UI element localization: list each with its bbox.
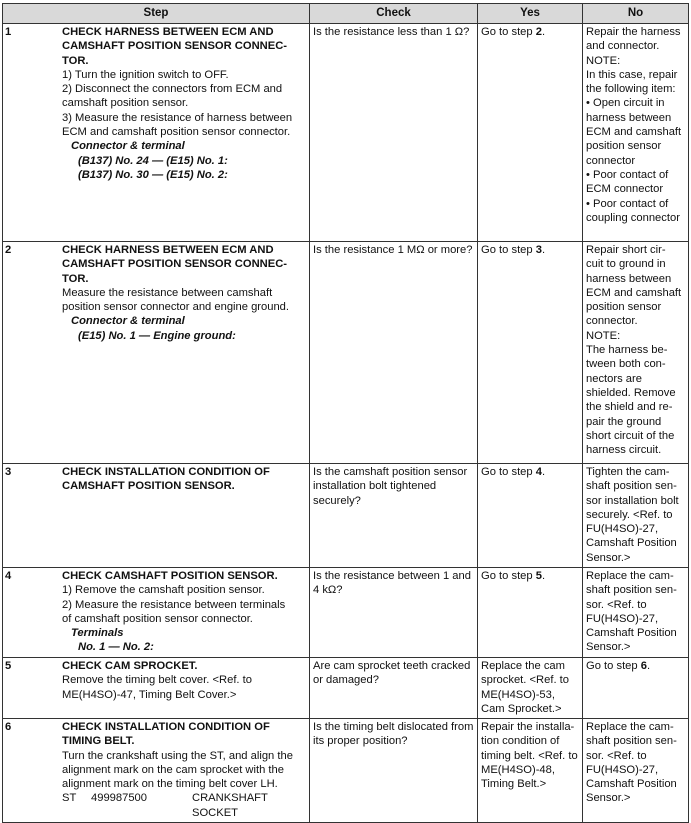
step-body-line: alignment mark on the timing belt cover LH. [62, 778, 278, 791]
no-cell [583, 719, 689, 823]
yes-line: timing belt. <Ref. to [481, 749, 578, 762]
check-cell: Is the resistance between 1 and 4 kΩ? [310, 568, 478, 658]
no-line: ECM and camshaft [586, 286, 682, 299]
special-tool-line [5, 791, 306, 820]
no-line: harness circuit. [586, 444, 662, 457]
yes-step-number: 4 [535, 466, 542, 478]
table-row [3, 242, 689, 464]
connector-terminal-value: (B137) No. 24 — (E15) No. 1: [78, 154, 228, 167]
check-cell: Is the camshaft position sensor installation bolt tightened securely? [310, 464, 478, 568]
step-title-line: CHECK HARNESS BETWEEN ECM AND [62, 244, 274, 256]
no-line: FU(H4SO)-27, [586, 763, 659, 776]
yes-cell [478, 464, 583, 568]
no-cell [583, 464, 689, 568]
step-title-line: CAMSHAFT POSITION SENSOR CONNEC- [62, 258, 288, 271]
no-step-number: 6 [640, 660, 647, 672]
step-body-line: Measure the resistance between camshaft [62, 286, 273, 299]
step-title-line: TIMING BELT. [62, 735, 135, 748]
no-line: • Poor contact of [586, 168, 669, 181]
yes-cell [478, 719, 583, 823]
header-step: Step [3, 4, 310, 24]
header-check: Check [310, 4, 478, 24]
step-cell: 5 CHECK CAM SPROCKET. Remove the timing belt cover. <Ref. to ME(H4SO)-47, Timing Belt Cover.> [3, 658, 310, 719]
yes-text-suffix: . [541, 466, 546, 478]
step-body-line: 1) Remove the camshaft position sensor. [62, 584, 265, 597]
yes-cell [478, 242, 583, 464]
yes-text: Go to step [481, 26, 536, 38]
step-title-line: CHECK CAM SPROCKET. [62, 660, 198, 672]
no-line: FU(H4SO)-27, [586, 523, 659, 536]
no-cell [583, 242, 689, 464]
connector-terminal-value: (B137) No. 30 — (E15) No. 2: [78, 168, 228, 181]
no-line: Camshaft Position [586, 778, 677, 791]
no-line: NOTE: [586, 54, 621, 67]
connector-terminal-heading: Connector & terminal [71, 140, 185, 153]
no-line: Replace the cam- [586, 721, 674, 733]
no-line: shaft position sen- [586, 584, 677, 597]
no-line: position sensor [586, 301, 662, 314]
step-body-line: alignment mark on the cam sprocket with the [62, 763, 284, 776]
step-title-line: CAMSHAFT POSITION SENSOR CONNEC- [62, 40, 288, 53]
step-title-line: CHECK INSTALLATION CONDITION OF [62, 721, 270, 733]
step-title-line: CHECK CAMSHAFT POSITION SENSOR. [62, 570, 278, 582]
yes-line: Replace the cam [481, 660, 565, 672]
connector-terminal-heading: Connector & terminal [71, 315, 185, 328]
yes-line: Repair the installa- [481, 721, 575, 733]
yes-cell [478, 24, 583, 242]
step-body-line: 3) Measure the resistance of harness between [62, 111, 293, 124]
no-line: In this case, repair [586, 68, 678, 81]
table-row [3, 658, 689, 719]
step-body-line: Turn the crankshaft using the ST, and align the [62, 749, 293, 762]
step-body-line: position sensor connector and engine ground. [62, 301, 290, 314]
no-line: position sensor [586, 140, 662, 153]
no-line: securely. <Ref. to [586, 508, 673, 521]
yes-step-number: 2 [535, 26, 542, 38]
yes-line: Cam Sprocket.> [481, 702, 562, 715]
no-line: the following item: [586, 83, 676, 96]
no-line: Camshaft Position [586, 537, 677, 550]
yes-line: sprocket. <Ref. to [481, 674, 569, 687]
no-line: ECM connector [586, 183, 664, 196]
no-line: Sensor.> [586, 641, 631, 654]
check-cell: Is the timing belt dislocated from its proper position? [310, 719, 478, 823]
no-line: Sensor.> [586, 792, 631, 805]
special-tool-name [192, 791, 268, 820]
terminals-heading: Terminals [71, 627, 124, 640]
yes-text-suffix: . [541, 26, 546, 38]
yes-step-number: 3 [535, 244, 542, 256]
special-tool-number: 499987500 [91, 792, 147, 805]
no-line: Tighten the cam- [586, 466, 670, 478]
no-line: connector [586, 154, 636, 167]
no-line: tween both con- [586, 358, 666, 371]
no-line: harness between [586, 111, 672, 124]
connector-terminal-value: (E15) No. 1 — Engine ground: [78, 329, 236, 342]
no-line: shaft position sen- [586, 735, 677, 748]
check-cell: Is the resistance 1 MΩ or more? [310, 242, 478, 464]
yes-line: tion condition of [481, 735, 560, 748]
step-body-line: camshaft position sensor. [62, 97, 189, 110]
no-line: sor. <Ref. to [586, 598, 647, 611]
no-line: • Open circuit in [586, 97, 665, 110]
yes-text-suffix: . [541, 570, 546, 582]
yes-line: ME(H4SO)-48, [481, 763, 555, 776]
step-body-line: 2) Disconnect the connectors from ECM and [62, 83, 283, 96]
no-line: the shield and re- [586, 401, 673, 414]
no-line: sor installation bolt [586, 494, 679, 507]
no-line: • Poor contact of [586, 197, 669, 210]
step-cell: 4 CHECK CAMSHAFT POSITION SENSOR. 1) Remove the camshaft position sensor. 2) Measure the resistance between terminals of camshaft position sensor connector. Terminals No. 1 — No. 2: [3, 568, 310, 658]
no-line: Replace the cam- [586, 570, 674, 582]
header-row [3, 4, 689, 24]
table-row [3, 464, 689, 568]
header-no: No [583, 4, 689, 24]
check-cell: Are cam sprocket teeth cracked or damaged? [310, 658, 478, 719]
yes-line: ME(H4SO)-53, [481, 688, 555, 701]
no-line: and connector. [586, 40, 660, 53]
step-title-line: TOR. [62, 272, 89, 285]
no-line: shielded. Remove [586, 386, 676, 399]
yes-cell [478, 658, 583, 719]
no-line: Sensor.> [586, 551, 631, 564]
step-title-line: CAMSHAFT POSITION SENSOR. [62, 480, 235, 493]
no-line: Camshaft Position [586, 627, 677, 640]
step-cell: 2 CHECK HARNESS BETWEEN ECM AND CAMSHAFT POSITION SENSOR CONNEC- TOR. Measure the resistance between camshaft position sensor connector and engine ground. Connector & terminal (E15) No. 1 — Engine ground: [3, 242, 310, 464]
no-cell [583, 658, 689, 719]
no-line: FU(H4SO)-27, [586, 612, 659, 625]
step-title-line: CHECK HARNESS BETWEEN ECM AND [62, 26, 274, 38]
terminals-value: No. 1 — No. 2: [78, 641, 154, 654]
yes-step-number: 5 [535, 570, 542, 582]
no-cell [583, 24, 689, 242]
yes-text: Go to step [481, 570, 536, 582]
no-line: shaft position sen- [586, 480, 677, 493]
step-body-line: Remove the timing belt cover. <Ref. to [62, 674, 252, 687]
table-row [3, 24, 689, 242]
yes-text: Go to step [481, 244, 536, 256]
table-row [3, 568, 689, 658]
no-text-suffix: . [646, 660, 651, 672]
no-text: Go to step [586, 660, 641, 672]
no-line: ECM and camshaft [586, 126, 682, 139]
no-line: nectors are [586, 372, 642, 385]
step-body-line: 1) Turn the ignition switch to OFF. [62, 68, 229, 81]
special-tool-label: ST [62, 792, 77, 805]
special-tool-name-line: SOCKET [192, 806, 239, 819]
table-row [3, 719, 689, 823]
step-cell: 3 CHECK INSTALLATION CONDITION OF CAMSHAFT POSITION SENSOR. [3, 464, 310, 568]
header-yes: Yes [478, 4, 583, 24]
no-line: The harness be- [586, 344, 668, 357]
step-body-line: ME(H4SO)-47, Timing Belt Cover.> [62, 688, 237, 701]
no-line: short circuit of the [586, 429, 675, 442]
no-line: cuit to ground in [586, 258, 666, 271]
no-line: connector. [586, 315, 638, 328]
step-body-line: ECM and camshaft position sensor connector. [62, 126, 291, 139]
step-body-line: of camshaft position sensor connector. [62, 612, 253, 625]
no-line: NOTE: [586, 329, 621, 342]
step-cell: 6 CHECK INSTALLATION CONDITION OF TIMING BELT. Turn the crankshaft using the ST, and align the alignment mark on the cam sprocket with the alignment mark on the timing belt cover LH. ST 499987500 CRANKSHAFT SOCKET [3, 719, 310, 823]
step-title-line: CHECK INSTALLATION CONDITION OF [62, 466, 270, 478]
step-cell: 1 CHECK HARNESS BETWEEN ECM AND CAMSHAFT POSITION SENSOR CONNEC- TOR. 1) Turn the ignition switch to OFF. 2) Disconnect the connectors from ECM and camshaft position sensor. 3) Measure the resistance of harness between ECM and camshaft position sensor connector. Connector & terminal (B137) No. 24 — (E15) No. 1: (B137) No. 30 — (E15) No. 2: [3, 24, 310, 242]
yes-cell [478, 568, 583, 658]
no-line: harness between [586, 272, 672, 285]
no-line: sor. <Ref. to [586, 749, 647, 762]
step-body-line: 2) Measure the resistance between terminals [62, 598, 286, 611]
no-line: pair the ground [586, 415, 662, 428]
check-cell: Is the resistance less than 1 Ω? [310, 24, 478, 242]
no-line: coupling connector [586, 211, 680, 224]
yes-text-suffix: . [541, 244, 546, 256]
yes-line: Timing Belt.> [481, 778, 547, 791]
special-tool-name-line: CRANKSHAFT [192, 792, 268, 805]
no-line: Repair short cir- [586, 244, 666, 256]
no-line: Repair the harness [586, 26, 681, 38]
yes-text: Go to step [481, 466, 536, 478]
no-cell [583, 568, 689, 658]
step-title-line: TOR. [62, 54, 89, 67]
diagnostic-table [2, 3, 689, 823]
